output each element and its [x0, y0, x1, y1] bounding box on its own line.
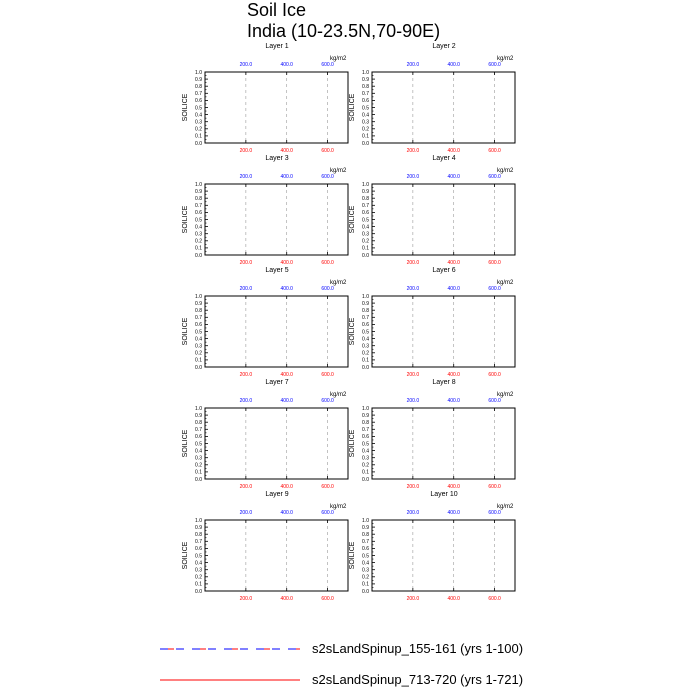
ytick-label-p9-7: 0.7: [195, 539, 202, 546]
ytick-label-p5-6: 0.6: [195, 322, 202, 329]
xtick-top-label-p10-2: 600.0: [488, 510, 501, 516]
ytick-label-p4-3: 0.3: [362, 231, 369, 238]
ytick-label-p2-5: 0.5: [362, 105, 369, 112]
plot-frame-p10: [372, 520, 515, 591]
xtick-top-label-p10-1: 400.0: [447, 510, 460, 516]
ytick-label-p7-6: 0.6: [195, 434, 202, 441]
xtick-top-label-p2-1: 400.0: [447, 62, 460, 68]
xtick-top-label-p1-2: 600.0: [321, 62, 334, 68]
chart-title-line1: Soil Ice: [247, 0, 307, 20]
ytick-label-p7-0: 0.0: [195, 476, 202, 483]
panel-title-p7: Layer 7: [265, 379, 289, 386]
xtick-bottom-label-p5-2: 600.0: [321, 372, 334, 378]
ytick-label-p8-0: 0.0: [362, 476, 369, 483]
units-label-p10: kg/m2: [497, 504, 514, 510]
ytick-label-p2-7: 0.7: [362, 91, 369, 98]
xtick-top-label-p3-1: 400.0: [280, 174, 293, 180]
ytick-label-p8-1: 0.1: [362, 469, 369, 476]
xtick-bottom-label-p7-1: 400.0: [280, 484, 293, 490]
ytick-label-p9-6: 0.6: [195, 546, 202, 553]
plot-frame-p9: [205, 520, 348, 591]
ytick-label-p2-2: 0.2: [362, 126, 369, 133]
xtick-top-label-p9-2: 600.0: [321, 510, 334, 516]
ytick-label-p8-9: 0.9: [362, 412, 369, 419]
xtick-bottom-label-p7-2: 600.0: [321, 484, 334, 490]
ytick-label-p10-2: 0.2: [362, 574, 369, 581]
ytick-label-p4-5: 0.5: [362, 217, 369, 224]
ylabel-p6: SOILICE: [349, 317, 356, 346]
ytick-label-p10-7: 0.7: [362, 539, 369, 546]
xtick-bottom-label-p1-1: 400.0: [280, 148, 293, 154]
xtick-top-label-p7-2: 600.0: [321, 398, 334, 404]
ytick-label-p3-8: 0.8: [195, 196, 202, 202]
xtick-bottom-label-p4-2: 600.0: [488, 260, 501, 266]
ytick-label-p6-3: 0.3: [362, 343, 369, 350]
xtick-top-label-p9-0: 200.0: [239, 510, 253, 516]
panel-title-p9: Layer 9: [265, 491, 289, 498]
ytick-label-p5-10: 1.0: [195, 293, 202, 300]
xtick-bottom-label-p5-0: 200.0: [239, 372, 253, 378]
xtick-bottom-label-p8-1: 400.0: [447, 484, 460, 490]
xtick-bottom-label-p4-1: 400.0: [447, 260, 460, 266]
xtick-top-label-p8-0: 200.0: [406, 398, 420, 404]
ytick-label-p3-5: 0.5: [195, 217, 202, 224]
ytick-label-p5-7: 0.7: [195, 315, 202, 322]
ytick-label-p10-4: 0.4: [362, 560, 369, 567]
ytick-label-p8-10: 1.0: [362, 405, 369, 412]
xtick-bottom-label-p2-1: 400.0: [447, 148, 460, 154]
ytick-label-p5-9: 0.9: [195, 300, 202, 307]
xtick-top-label-p10-0: 200.0: [406, 510, 420, 516]
ytick-label-p8-7: 0.7: [362, 427, 369, 434]
xtick-top-label-p5-2: 600.0: [321, 286, 334, 292]
ytick-label-p4-1: 0.1: [362, 245, 369, 252]
ytick-label-p8-2: 0.2: [362, 462, 369, 469]
xtick-bottom-label-p3-1: 400.0: [280, 260, 293, 266]
ytick-label-p7-3: 0.3: [195, 455, 202, 462]
panel-title-p10: Layer 10: [430, 491, 458, 498]
ytick-label-p8-4: 0.4: [362, 448, 369, 455]
xtick-top-label-p9-1: 400.0: [280, 510, 293, 516]
ytick-label-p2-8: 0.8: [362, 84, 369, 90]
units-label-p7: kg/m2: [330, 392, 347, 398]
ytick-label-p9-2: 0.2: [195, 574, 202, 581]
units-label-p3: kg/m2: [330, 168, 347, 174]
ytick-label-p4-6: 0.6: [362, 210, 369, 217]
plot-frame-p8: [372, 408, 515, 479]
xtick-bottom-label-p3-2: 600.0: [321, 260, 334, 266]
plot-frame-p7: [205, 408, 348, 479]
ytick-label-p10-9: 0.9: [362, 524, 369, 531]
ytick-label-p6-9: 0.9: [362, 300, 369, 307]
ylabel-p4: SOILICE: [349, 205, 356, 234]
ytick-label-p7-4: 0.4: [195, 448, 202, 455]
ytick-label-p4-0: 0.0: [362, 252, 369, 259]
ylabel-p8: SOILICE: [349, 429, 356, 458]
xtick-top-label-p5-0: 200.0: [239, 286, 253, 292]
units-label-p5: kg/m2: [330, 280, 347, 286]
ytick-label-p8-5: 0.5: [362, 441, 369, 448]
ytick-label-p7-2: 0.2: [195, 462, 202, 469]
ytick-label-p9-1: 0.1: [195, 581, 202, 588]
ytick-label-p8-6: 0.6: [362, 434, 369, 441]
units-label-p1: kg/m2: [330, 56, 347, 62]
xtick-bottom-label-p6-0: 200.0: [406, 372, 420, 378]
ytick-label-p4-2: 0.2: [362, 238, 369, 245]
xtick-top-label-p8-1: 400.0: [447, 398, 460, 404]
ytick-label-p5-3: 0.3: [195, 343, 202, 350]
panel-title-p8: Layer 8: [432, 379, 456, 386]
ytick-label-p9-8: 0.8: [195, 532, 202, 538]
legend-label-series-1: s2sLandSpinup_155-161 (yrs 1-100): [312, 641, 524, 656]
ytick-label-p2-0: 0.0: [362, 140, 369, 147]
panel-title-p2: Layer 2: [432, 43, 456, 50]
ytick-label-p1-2: 0.2: [195, 126, 202, 133]
ytick-label-p1-6: 0.6: [195, 98, 202, 105]
ytick-label-p10-10: 1.0: [362, 517, 369, 524]
ytick-label-p6-2: 0.2: [362, 350, 369, 357]
xtick-top-label-p5-1: 400.0: [280, 286, 293, 292]
ytick-label-p6-10: 1.0: [362, 293, 369, 300]
ytick-label-p7-7: 0.7: [195, 427, 202, 434]
ytick-label-p5-2: 0.2: [195, 350, 202, 357]
xtick-bottom-label-p2-2: 600.0: [488, 148, 501, 154]
ytick-label-p3-0: 0.0: [195, 252, 202, 259]
ylabel-p3: SOILICE: [182, 205, 189, 234]
xtick-bottom-label-p1-0: 200.0: [239, 148, 253, 154]
plot-frame-p4: [372, 184, 515, 255]
ytick-label-p2-10: 1.0: [362, 69, 369, 76]
xtick-bottom-label-p3-0: 200.0: [239, 260, 253, 266]
xtick-top-label-p4-2: 600.0: [488, 174, 501, 180]
ytick-label-p6-0: 0.0: [362, 364, 369, 371]
ylabel-p7: SOILICE: [182, 429, 189, 458]
ytick-label-p1-7: 0.7: [195, 91, 202, 98]
xtick-top-label-p7-1: 400.0: [280, 398, 293, 404]
ytick-label-p9-4: 0.4: [195, 560, 202, 567]
units-label-p8: kg/m2: [497, 392, 514, 398]
plot-frame-p2: [372, 72, 515, 143]
xtick-bottom-label-p10-1: 400.0: [447, 596, 460, 602]
ytick-label-p10-1: 0.1: [362, 581, 369, 588]
ytick-label-p7-1: 0.1: [195, 469, 202, 476]
units-label-p9: kg/m2: [330, 504, 347, 510]
xtick-top-label-p2-0: 200.0: [406, 62, 420, 68]
xtick-top-label-p1-1: 400.0: [280, 62, 293, 68]
xtick-bottom-label-p1-2: 600.0: [321, 148, 334, 154]
ytick-label-p8-8: 0.8: [362, 420, 369, 426]
xtick-bottom-label-p6-1: 400.0: [447, 372, 460, 378]
ytick-label-p9-0: 0.0: [195, 588, 202, 595]
ytick-label-p9-5: 0.5: [195, 553, 202, 560]
ytick-label-p7-10: 1.0: [195, 405, 202, 412]
xtick-top-label-p3-0: 200.0: [239, 174, 253, 180]
xtick-top-label-p6-1: 400.0: [447, 286, 460, 292]
xtick-bottom-label-p6-2: 600.0: [488, 372, 501, 378]
ytick-label-p10-8: 0.8: [362, 532, 369, 538]
xtick-bottom-label-p10-0: 200.0: [406, 596, 420, 602]
ytick-label-p5-1: 0.1: [195, 357, 202, 364]
ytick-label-p5-0: 0.0: [195, 364, 202, 371]
ytick-label-p1-10: 1.0: [195, 69, 202, 76]
ytick-label-p8-3: 0.3: [362, 455, 369, 462]
ytick-label-p5-8: 0.8: [195, 308, 202, 314]
xtick-bottom-label-p5-1: 400.0: [280, 372, 293, 378]
ytick-label-p2-6: 0.6: [362, 98, 369, 105]
xtick-bottom-label-p8-0: 200.0: [406, 484, 420, 490]
ytick-label-p9-10: 1.0: [195, 517, 202, 524]
ytick-label-p3-10: 1.0: [195, 181, 202, 188]
ylabel-p2: SOILICE: [349, 93, 356, 122]
ytick-label-p1-5: 0.5: [195, 105, 202, 112]
units-label-p6: kg/m2: [497, 280, 514, 286]
plot-frame-p1: [205, 72, 348, 143]
ytick-label-p2-3: 0.3: [362, 119, 369, 126]
ytick-label-p3-2: 0.2: [195, 238, 202, 245]
units-label-p2: kg/m2: [497, 56, 514, 62]
ytick-label-p1-1: 0.1: [195, 133, 202, 140]
panel-title-p5: Layer 5: [265, 267, 289, 274]
ylabel-p5: SOILICE: [182, 317, 189, 346]
ytick-label-p3-6: 0.6: [195, 210, 202, 217]
chart-title-line2: India (10-23.5N,70-90E): [247, 21, 441, 41]
xtick-top-label-p6-0: 200.0: [406, 286, 420, 292]
units-label-p4: kg/m2: [497, 168, 514, 174]
ytick-label-p10-5: 0.5: [362, 553, 369, 560]
xtick-bottom-label-p4-0: 200.0: [406, 260, 420, 266]
ytick-label-p1-9: 0.9: [195, 76, 202, 83]
ytick-label-p1-0: 0.0: [195, 140, 202, 147]
ytick-label-p7-5: 0.5: [195, 441, 202, 448]
ylabel-p1: SOILICE: [182, 93, 189, 122]
xtick-top-label-p4-0: 200.0: [406, 174, 420, 180]
panel-title-p4: Layer 4: [432, 155, 456, 162]
panel-title-p6: Layer 6: [432, 267, 456, 274]
ytick-label-p5-5: 0.5: [195, 329, 202, 336]
ytick-label-p1-3: 0.3: [195, 119, 202, 126]
ytick-label-p3-9: 0.9: [195, 188, 202, 195]
ylabel-p10: SOILICE: [349, 541, 356, 570]
ytick-label-p6-5: 0.5: [362, 329, 369, 336]
ytick-label-p10-6: 0.6: [362, 546, 369, 553]
ytick-label-p4-10: 1.0: [362, 181, 369, 188]
panel-title-p1: Layer 1: [265, 43, 289, 50]
xtick-top-label-p7-0: 200.0: [239, 398, 253, 404]
plot-frame-p6: [372, 296, 515, 367]
plot-frame-p5: [205, 296, 348, 367]
xtick-bottom-label-p9-2: 600.0: [321, 596, 334, 602]
ytick-label-p7-9: 0.9: [195, 412, 202, 419]
ytick-label-p2-1: 0.1: [362, 133, 369, 140]
ytick-label-p6-1: 0.1: [362, 357, 369, 364]
xtick-bottom-label-p10-2: 600.0: [488, 596, 501, 602]
ytick-label-p3-3: 0.3: [195, 231, 202, 238]
xtick-top-label-p8-2: 600.0: [488, 398, 501, 404]
ytick-label-p5-4: 0.4: [195, 336, 202, 343]
ytick-label-p6-4: 0.4: [362, 336, 369, 343]
xtick-bottom-label-p2-0: 200.0: [406, 148, 420, 154]
ytick-label-p3-4: 0.4: [195, 224, 202, 231]
ytick-label-p2-9: 0.9: [362, 76, 369, 83]
xtick-bottom-label-p8-2: 600.0: [488, 484, 501, 490]
ytick-label-p2-4: 0.4: [362, 112, 369, 119]
legend-label-series-2: s2sLandSpinup_713-720 (yrs 1-721): [312, 672, 524, 687]
xtick-top-label-p3-2: 600.0: [321, 174, 334, 180]
xtick-top-label-p2-2: 600.0: [488, 62, 501, 68]
xtick-top-label-p4-1: 400.0: [447, 174, 460, 180]
ytick-label-p1-4: 0.4: [195, 112, 202, 119]
ytick-label-p4-4: 0.4: [362, 224, 369, 231]
ytick-label-p9-9: 0.9: [195, 524, 202, 531]
ytick-label-p6-8: 0.8: [362, 308, 369, 314]
ytick-label-p7-8: 0.8: [195, 420, 202, 426]
ytick-label-p6-6: 0.6: [362, 322, 369, 329]
ytick-label-p4-9: 0.9: [362, 188, 369, 195]
xtick-top-label-p1-0: 200.0: [239, 62, 253, 68]
ytick-label-p4-7: 0.7: [362, 203, 369, 210]
ytick-label-p4-8: 0.8: [362, 196, 369, 202]
ylabel-p9: SOILICE: [182, 541, 189, 570]
xtick-bottom-label-p9-0: 200.0: [239, 596, 253, 602]
ytick-label-p3-7: 0.7: [195, 203, 202, 210]
ytick-label-p6-7: 0.7: [362, 315, 369, 322]
ytick-label-p1-8: 0.8: [195, 84, 202, 90]
ytick-label-p3-1: 0.1: [195, 245, 202, 252]
xtick-top-label-p6-2: 600.0: [488, 286, 501, 292]
xtick-bottom-label-p7-0: 200.0: [239, 484, 253, 490]
ytick-label-p10-0: 0.0: [362, 588, 369, 595]
ytick-label-p9-3: 0.3: [195, 567, 202, 574]
xtick-bottom-label-p9-1: 400.0: [280, 596, 293, 602]
panel-title-p3: Layer 3: [265, 155, 289, 162]
plot-frame-p3: [205, 184, 348, 255]
ytick-label-p10-3: 0.3: [362, 567, 369, 574]
